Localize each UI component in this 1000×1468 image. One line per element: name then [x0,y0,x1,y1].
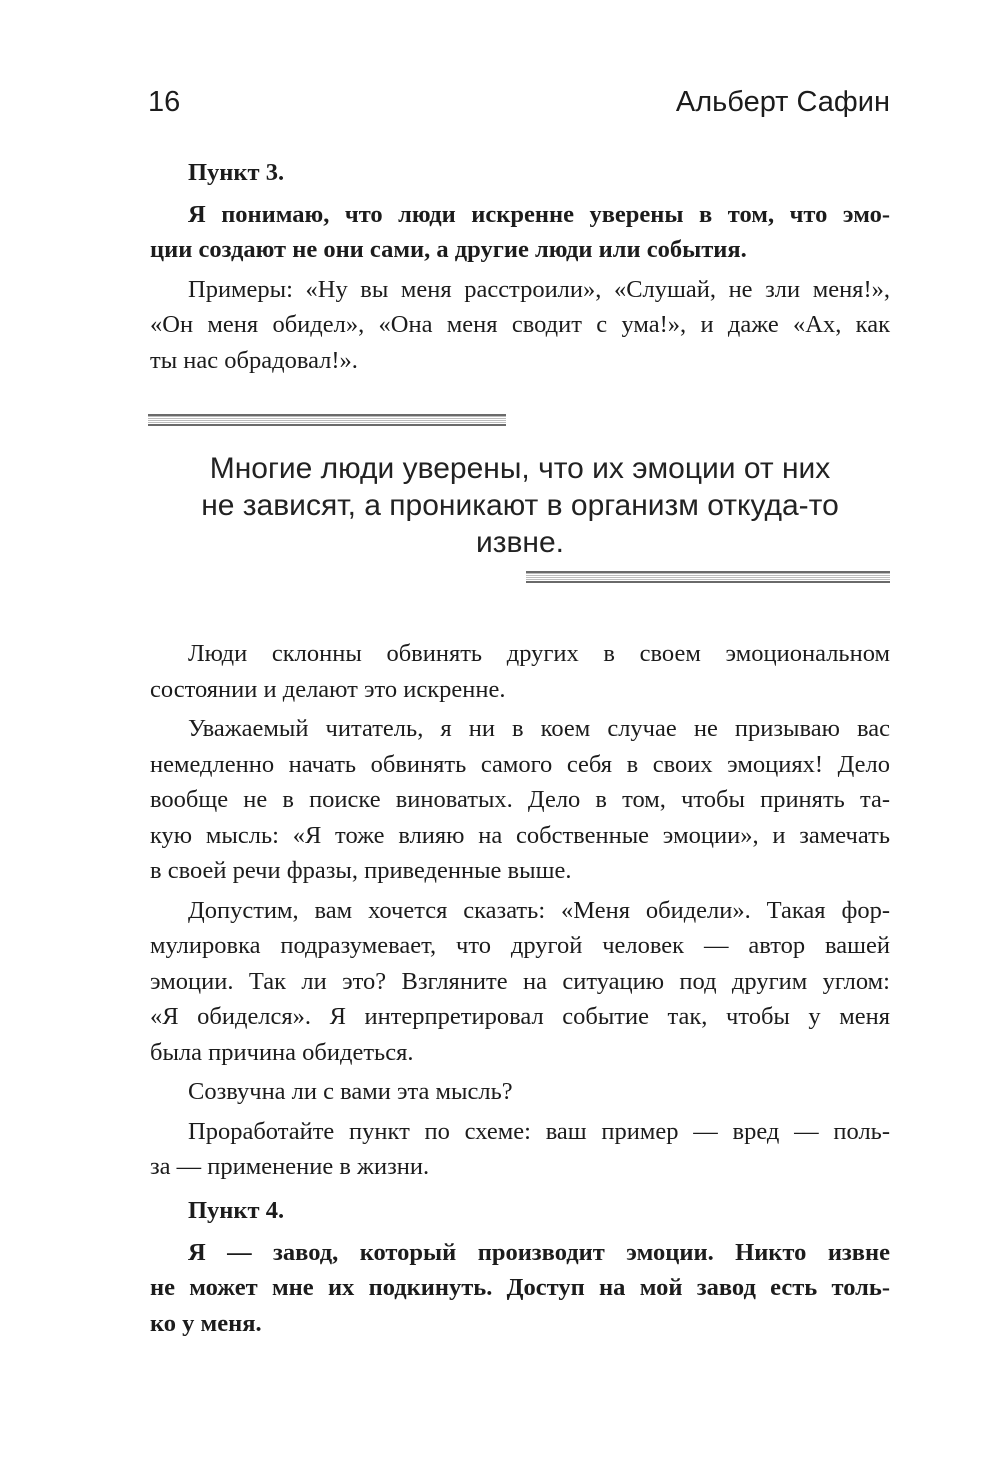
decorative-rule-top [148,414,506,426]
body-paragraph [150,893,890,1071]
text-line: мулировка подразумевает, что другой человек — автор вашей [150,932,890,959]
text-line: ции создают не они сами, а другие люди или события. [150,236,747,263]
text-line: ко у меня. [150,1309,262,1337]
running-head-author: Альберт Сафин [675,86,890,118]
pull-quote-line: извне. [475,526,565,559]
text-line: эмоции. Так ли это? Взгляните на ситуацию под другим углом: [150,967,890,995]
text-line: Люди склонны обвинять других в своем эмоциональном [188,640,890,667]
text-line: Уважаемый читатель, я ни в коем случае не призываю вас [188,715,890,742]
text-line: Допустим, вам хочется сказать: «Меня обидели». Такая фор- [188,896,890,924]
decorative-rule-bottom [526,571,890,583]
text-line: состоянии и делают это искренне. [150,675,506,703]
text-line: вообще не в поиске виноватых. Дело в том, чтобы принять та- [150,786,890,813]
body-paragraph [150,711,890,889]
section-punkt-4 [150,1193,890,1341]
body-paragraph [150,1114,890,1185]
body-paragraph [150,1074,890,1110]
body-text [150,636,890,1185]
text-line: Примеры: «Ну вы меня расстроили», «Слушай, не зли меня!», [188,275,890,303]
text-line: кую мысль: «Я тоже влияю на собственные эмоции», и замечать [150,821,890,849]
pull-quote-line: не зависят, а проникают в организм откуда-то [201,489,839,522]
section-heading: Пункт 4. [188,1197,285,1224]
text-line: «Я обиделся». Я интерпретировал событие так, чтобы у меня [150,1003,890,1030]
statement-paragraph [150,197,890,268]
section-heading: Пункт 3. [188,159,285,186]
text-line: ты нас обрадовал!». [150,346,358,374]
text-line: немедленно начать обвинять самого себя в своих эмоциях! Дело [150,750,890,778]
body-paragraph [150,636,890,707]
pull-quote-line: Многие люди уверены, что их эмоции от них [209,452,831,485]
examples-paragraph [150,272,890,379]
text-line: Проработайте пункт по схеме: ваш пример — вред — поль- [188,1117,890,1145]
pull-quote [150,450,890,561]
text-line: за — применение в жизни. [150,1153,430,1180]
section-punkt-3 [150,155,890,378]
text-line: Я — завод, который производит эмоции. Никто извне [188,1238,890,1266]
text-line: была причина обидеться. [150,1038,414,1066]
page-number: 16 [148,86,181,118]
statement-paragraph [150,1235,890,1342]
text-line: Созвучна ли с вами эта мысль? [188,1078,513,1105]
text-line: «Он меня обидел», «Она меня сводит с ума!», и даже «Ах, как [150,311,890,338]
text-line: в своей речи фразы, приведенные выше. [150,857,572,884]
text-line: Я понимаю, что люди искренне уверены в том, что эмо- [188,200,890,228]
text-line: не может мне их подкинуть. Доступ на мой завод есть толь- [150,1274,890,1301]
